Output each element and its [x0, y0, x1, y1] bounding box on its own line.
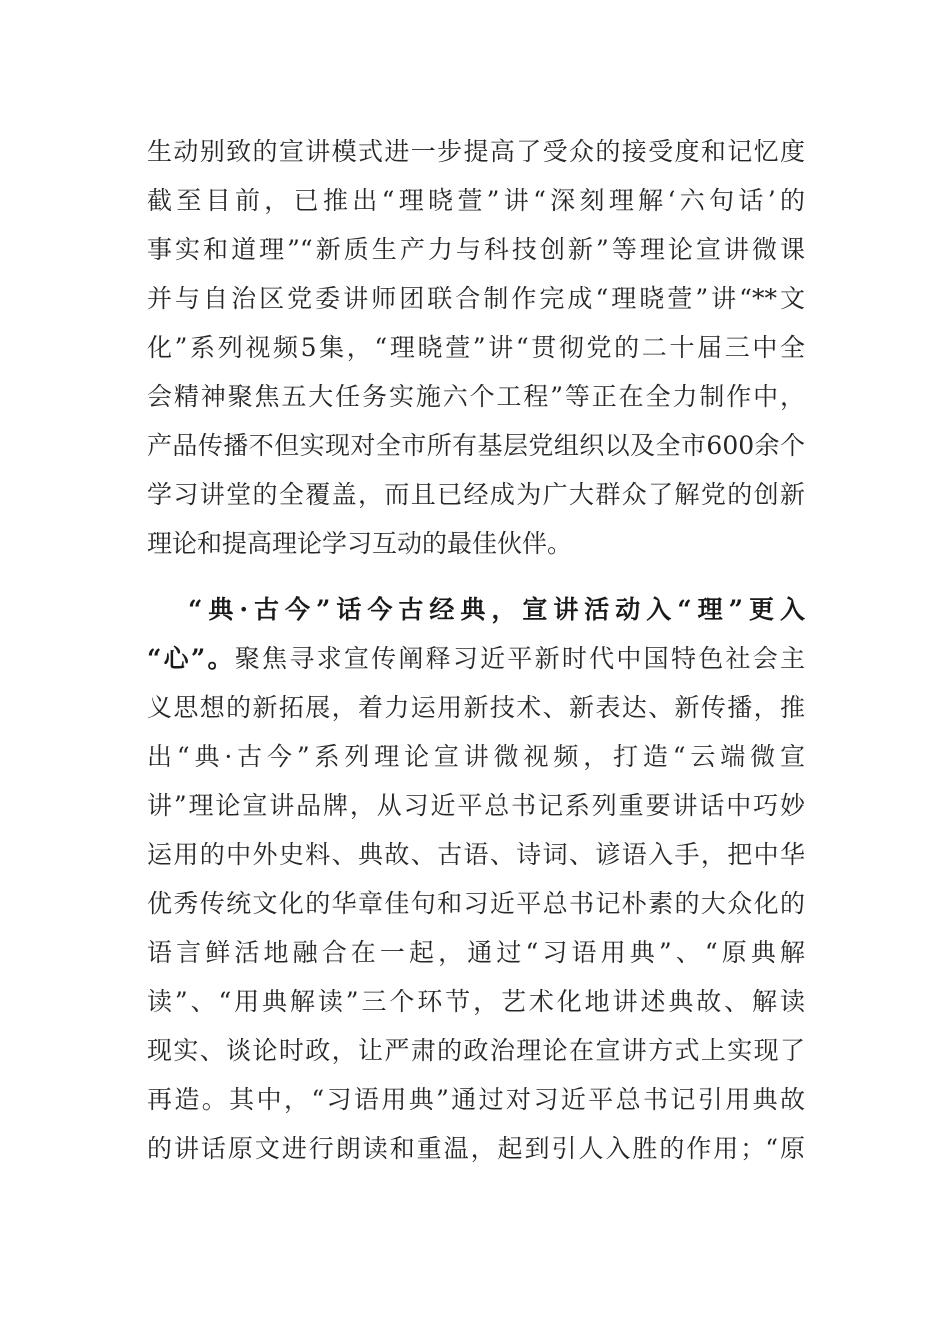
paragraph-2-line-4: 出“典·古今”系列理论宣讲微视频，打造“云端微宣 — [147, 742, 805, 771]
paragraph-2-line-3: 义思想的新拓展，着力运用新技术、新表达、新传播，推 — [147, 693, 805, 722]
paragraph-2-line-10: 现实、谈论时政，让严肃的政治理论在宣讲方式上实现了 — [147, 1036, 805, 1065]
paragraph-1-line-7: 产品传播不但实现对全市所有基层党组织以及全市600余个 — [147, 431, 805, 460]
paragraph-2-line-11: 再造。其中，“习语用典”通过对习近平总书记引用典故 — [147, 1085, 805, 1114]
paragraph-1-line-1: 生动别致的宣讲模式进一步提高了受众的接受度和记忆度 — [147, 137, 805, 166]
paragraph-2-line-8: 语言鲜活地融合在一起，通过“习语用典”、“原典解 — [147, 938, 805, 967]
paragraph-2-line-12: 的讲话原文进行朗读和重温，起到引人入胜的作用；“原 — [147, 1134, 805, 1163]
paragraph-1-line-9: 理论和提高理论学习互动的最佳伙伴。 — [147, 529, 573, 558]
paragraph-1-line-4: 并与自治区党委讲师团联合制作完成“理晓萱”讲“**文 — [147, 284, 805, 313]
paragraph-1-line-2: 截至目前，已推出“理晓萱”讲“深刻理解‘六句话’的 — [147, 186, 805, 215]
paragraph-2-line-9: 读”、“用典解读”三个环节，艺术化地讲述典故、解读 — [147, 987, 805, 1016]
section-heading: “典·古今”话今古经典，宣讲活动入“理”更入 — [188, 595, 805, 624]
paragraph-2-heading-line — [188, 586, 805, 634]
paragraph-1-line-5: 化”系列视频5集，“理晓萱”讲“贯彻党的二十届三中全 — [147, 333, 805, 362]
section-heading-end: “心”。 — [147, 644, 235, 673]
paragraph-1-line-6: 会精神聚焦五大任务实施六个工程”等正在全力制作中， — [147, 382, 805, 411]
paragraph-2-line-6: 运用的中外史料、典故、古语、诗词、谚语入手，把中华 — [147, 840, 805, 869]
paragraph-2-line-2-text: 聚焦寻求宣传阐释习近平新时代中国特色社会主 — [234, 644, 805, 673]
paragraph-2-line-2 — [147, 635, 805, 683]
paragraph-1-line-8: 学习讲堂的全覆盖，而且已经成为广大群众了解党的创新 — [147, 480, 805, 509]
paragraph-2-line-7: 优秀传统文化的华章佳句和习近平总书记朴素的大众化的 — [147, 889, 805, 918]
paragraph-1-line-3: 事实和道理”“新质生产力与科技创新”等理论宣讲微课 — [147, 235, 805, 264]
paragraph-2-line-5: 讲”理论宣讲品牌，从习近平总书记系列重要讲话中巧妙 — [147, 791, 805, 820]
